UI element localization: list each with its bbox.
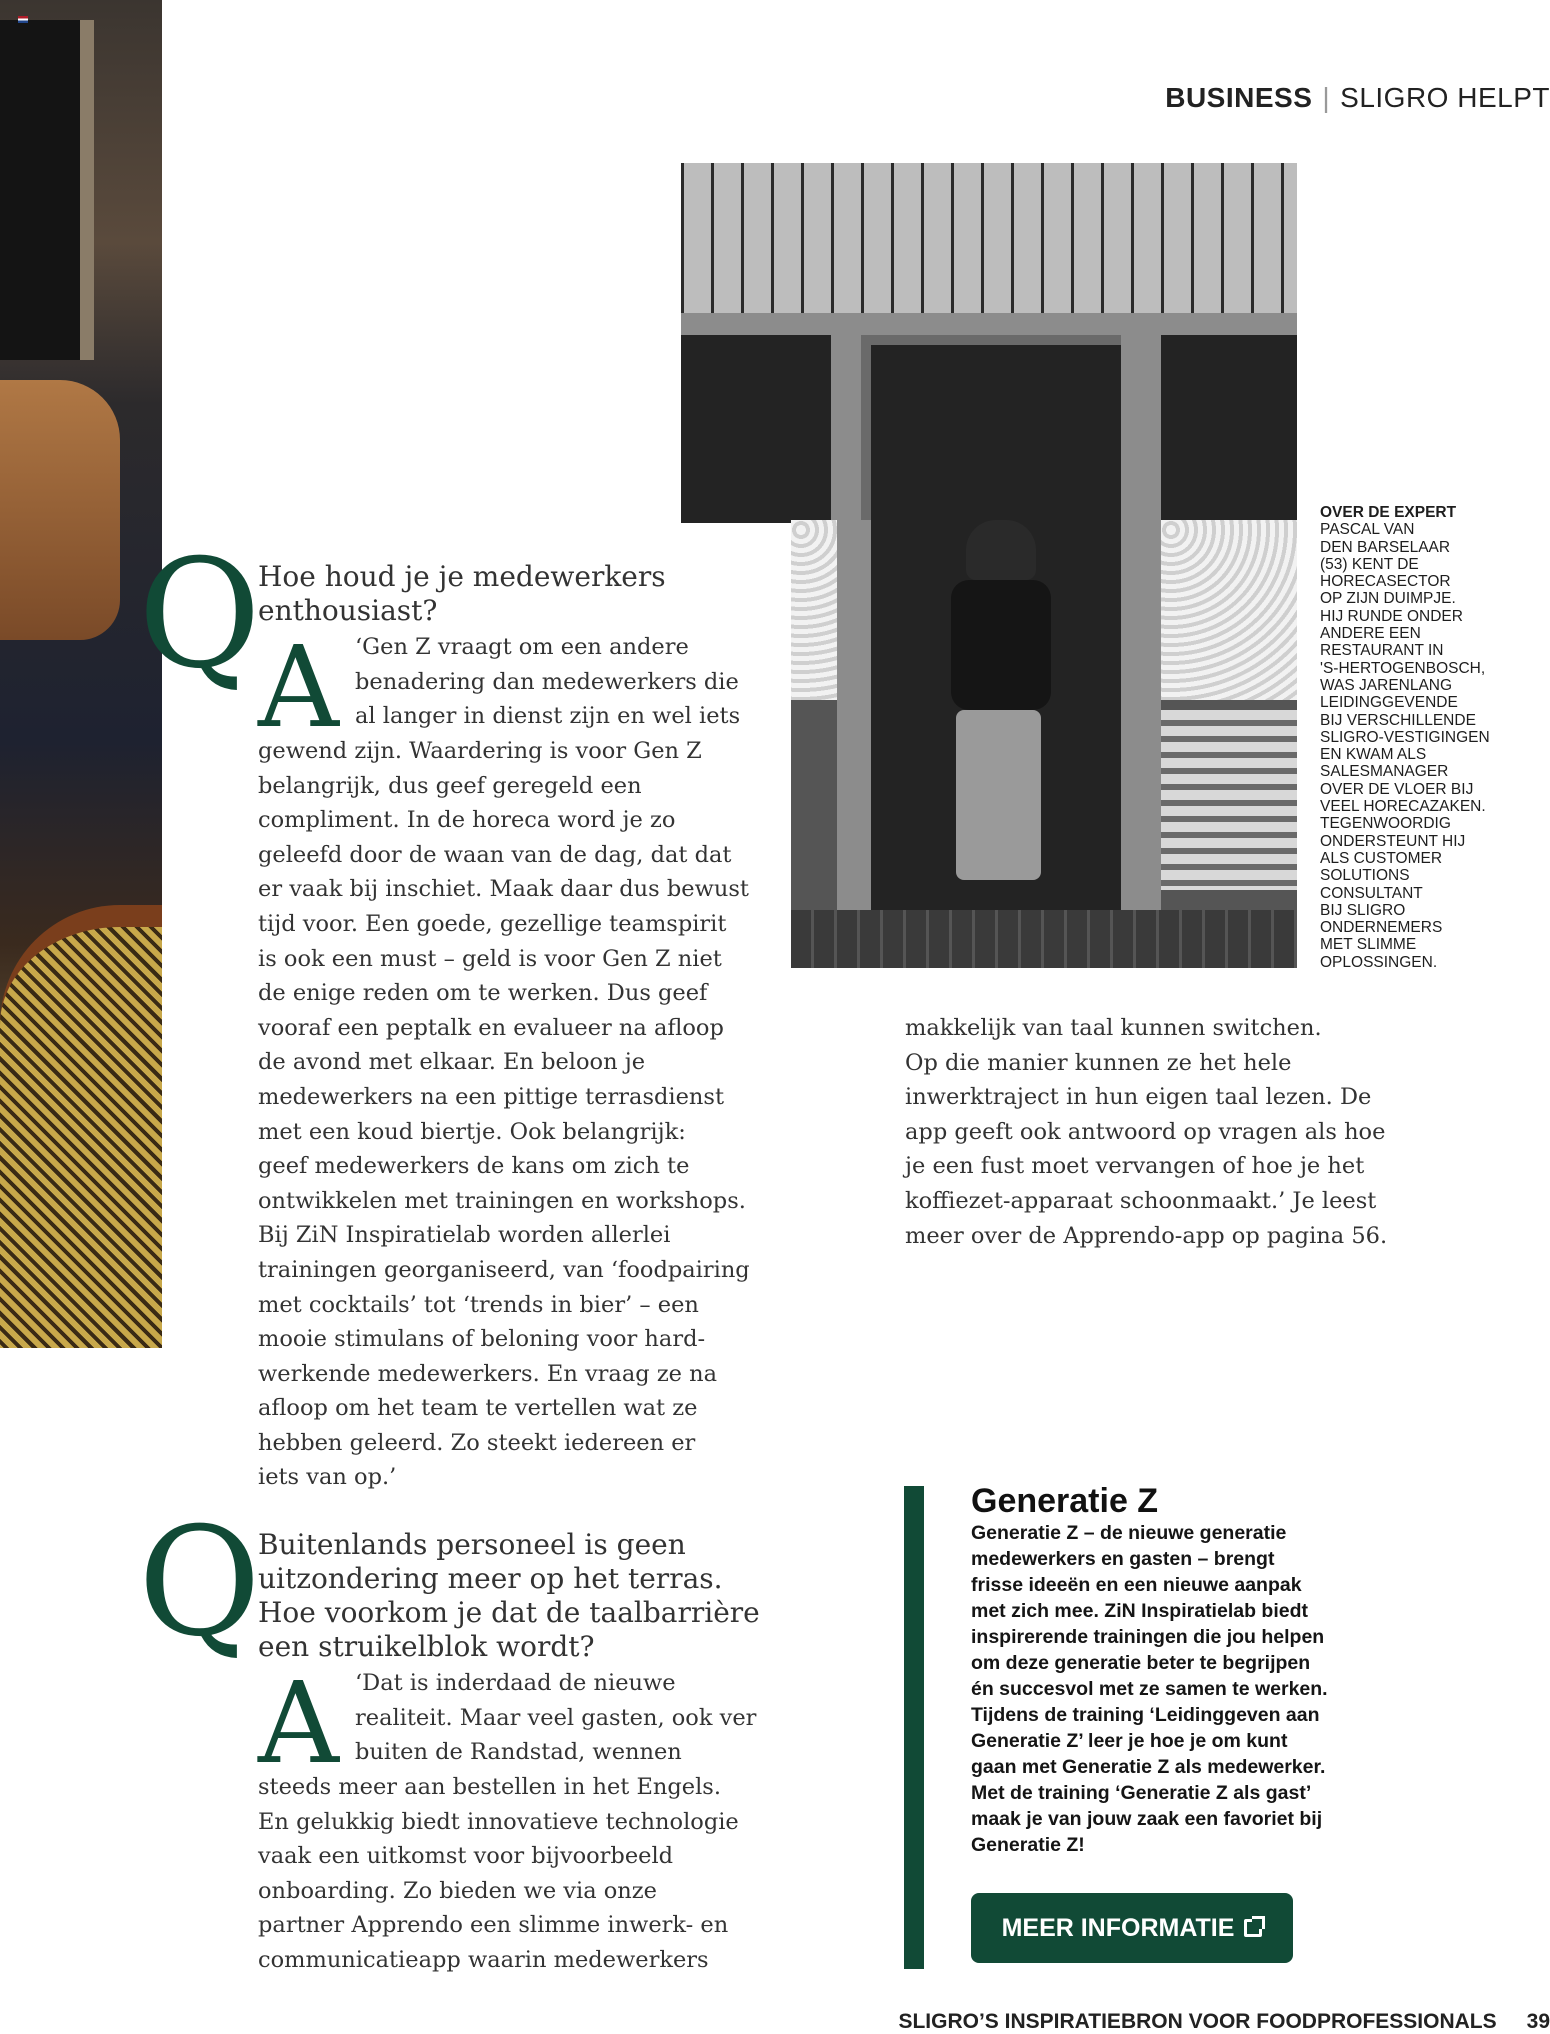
- meer-informatie-button[interactable]: [971, 1893, 1293, 1963]
- expert-line: ONDERNEMERS: [1320, 919, 1443, 937]
- answer-line: is ook een must – geld is voor Gen Z niet: [258, 945, 722, 972]
- answer-line: meer over de Apprendo-app op pagina 56.: [905, 1222, 1388, 1249]
- frame-shape: [1121, 335, 1161, 523]
- answer-line: geleefd door de waan van de dag, dat dat: [258, 841, 732, 868]
- infobox-text: [971, 1520, 1411, 1858]
- expert-line: LEIDINGGEVENDE: [1320, 694, 1458, 712]
- answer-line: er vaak bij inschiet. Maak daar dus bewust: [258, 876, 749, 903]
- answer-line: werkende medewerkers. En vraag ze na: [258, 1360, 718, 1387]
- page-header: [1030, 82, 1550, 114]
- answer-line: makkelijk van taal kunnen switchen.: [905, 1015, 1322, 1041]
- person-head-shape: [966, 520, 1036, 580]
- page-footer: [790, 2010, 1550, 2034]
- rattan-chair-shape: [0, 905, 162, 1348]
- question-line: Hoe voorkom je dat de taalbarrière: [258, 1596, 760, 1629]
- window-shape: [0, 20, 94, 360]
- external-link-icon: [1244, 1919, 1262, 1937]
- expert-line: ONDERSTEUNT HIJ: [1320, 832, 1466, 850]
- question-line: Hoe houd je je medewerkers: [258, 560, 666, 593]
- lace-curtain-shape: [1161, 520, 1297, 700]
- frame-shape: [837, 520, 871, 968]
- question-2-letter: Q: [138, 1496, 261, 1670]
- answer-line: de enige reden om te werken. Dus geef: [258, 980, 708, 1007]
- answer-line: trainingen georganiseerd, van ‘foodpairing: [258, 1256, 750, 1283]
- answer-line: afloop om het team te vertellen wat ze: [258, 1395, 698, 1422]
- expert-line: HORECASECTOR: [1320, 573, 1451, 591]
- answer-line: geef medewerkers de kans om zich te: [258, 1153, 690, 1180]
- answer-2-indent: [355, 1666, 756, 1770]
- question-1: [258, 560, 666, 628]
- expert-line: TEGENWOORDIG: [1320, 815, 1451, 833]
- expert-line: OPLOSSINGEN.: [1320, 953, 1438, 971]
- frame-shape: [1121, 520, 1161, 968]
- expert-line: MET SLIMME: [1320, 936, 1417, 954]
- answer-line: vooraf een peptalk en evalueer na afloop: [258, 1014, 724, 1041]
- frame-shape: [681, 313, 1297, 335]
- question-line: een struikelblok wordt?: [258, 1630, 595, 1663]
- expert-line: EN KWAM ALS: [1320, 746, 1427, 764]
- answer-line: gewend zijn. Waardering is voor Gen Z: [258, 738, 702, 764]
- answer-line: Op die manier kunnen ze het hele: [905, 1049, 1292, 1076]
- answer-line: En gelukkig biedt innovatieve technologie: [258, 1808, 739, 1835]
- pavement-shape: [791, 910, 1297, 968]
- infobox-line: Met de training ‘Generatie Z als gast’: [971, 1782, 1312, 1804]
- expert-line: OVER DE VLOER BIJ: [1320, 780, 1474, 798]
- flag-icon: [18, 16, 28, 23]
- header-section: BUSINESS: [1165, 82, 1313, 113]
- expert-photo-main: [791, 520, 1297, 968]
- question-line: uitzondering meer op het terras.: [258, 1562, 723, 1595]
- answer-line: realiteit. Maar veel gasten, ook ver: [355, 1704, 757, 1731]
- infobox-line: met zich mee. ZiN Inspiratielab biedt: [971, 1600, 1308, 1622]
- infobox-line: Generatie Z – de nieuwe generatie: [971, 1522, 1287, 1544]
- infobox-line: inspirerende trainingen die jou helpen: [971, 1626, 1325, 1648]
- infobox-line: Generatie Z’ leer je hoe je om kunt: [971, 1730, 1288, 1752]
- answer-line: met cocktails’ tot ‘trends in bier’ – een: [258, 1291, 699, 1318]
- person-jeans-shape: [956, 710, 1041, 880]
- answer-line: partner Apprendo een slimme inwerk- en: [258, 1912, 729, 1939]
- answer-line: app geeft ook antwoord op vragen als hoe: [905, 1118, 1386, 1145]
- expert-line: DEN BARSELAAR: [1320, 538, 1451, 556]
- answer-line: medewerkers na een pittige terrasdienst: [258, 1083, 725, 1110]
- infobox-title: Generatie Z: [971, 1482, 1159, 1520]
- question-1-letter: Q: [138, 528, 261, 702]
- window-shape: [681, 335, 831, 523]
- infobox-line: gaan met Generatie Z als medewerker.: [971, 1756, 1326, 1778]
- window-shape: [1161, 335, 1297, 523]
- infobox-line: Tijdens de training ‘Leidinggeven aan: [971, 1704, 1320, 1726]
- question-line: enthousiast?: [258, 594, 438, 627]
- answer-line: benadering dan medewerkers die: [355, 668, 739, 695]
- answer-1-body: [258, 734, 750, 1495]
- answer-line: de avond met elkaar. En beloon je: [258, 1049, 646, 1076]
- person-shirt-shape: [951, 580, 1051, 710]
- answer-line: inwerktraject in hun eigen taal lezen. De: [905, 1084, 1372, 1111]
- answer-line: onboarding. Zo bieden we via onze: [258, 1877, 657, 1904]
- answer-1-letter: A: [258, 623, 339, 753]
- answer-line: communicatieapp waarin medewerkers: [258, 1946, 709, 1973]
- infobox-line: om deze generatie beter te begrijpen: [971, 1652, 1311, 1674]
- answer-line: ontwikkelen met trainingen en workshops.: [258, 1187, 746, 1214]
- infobox-line: Generatie Z!: [971, 1834, 1085, 1856]
- answer-line: iets van op.’: [258, 1464, 397, 1491]
- header-divider: |: [1322, 82, 1331, 113]
- expert-line: CONSULTANT: [1320, 884, 1423, 902]
- expert-caption-title: OVER DE EXPERT: [1320, 504, 1457, 521]
- expert-photo-top: [681, 163, 1297, 523]
- expert-line: SOLUTIONS: [1320, 867, 1410, 885]
- answer-line: compliment. In de horeca word je zo: [258, 807, 676, 834]
- expert-line: ANDERE EEN: [1320, 625, 1421, 643]
- lace-curtain-shape: [791, 520, 837, 700]
- infobox-line: frisse ideeën en een nieuwe aanpak: [971, 1574, 1302, 1596]
- expert-line: PASCAL VAN: [1320, 521, 1415, 539]
- expert-line: SLIGRO-VESTIGINGEN: [1320, 728, 1490, 746]
- frame-shape: [831, 335, 861, 523]
- footer-tagline: SLIGRO’S INSPIRATIEBRON VOOR FOODPROFESSIONALS: [898, 2010, 1497, 2033]
- answer-line: ‘Dat is inderdaad de nieuwe: [355, 1670, 676, 1696]
- meer-informatie-label: MEER INFORMATIE: [1001, 1913, 1235, 1942]
- infobox-line: medewerkers en gasten – brengt: [971, 1548, 1275, 1570]
- person-shape: [0, 380, 120, 640]
- answer-line: ‘Gen Z vraagt om een andere: [355, 634, 689, 660]
- bench-shape: [1161, 710, 1297, 890]
- expert-line: WAS JARENLANG: [1320, 676, 1453, 694]
- answer-line: hebben geleerd. Zo steekt iedereen er: [258, 1429, 696, 1456]
- doorway-shape: [871, 345, 1121, 523]
- answer-2-body: [258, 1770, 739, 1978]
- expert-line: VEEL HORECAZAKEN.: [1320, 798, 1486, 816]
- answer-line: steeds meer aan bestellen in het Engels.: [258, 1774, 722, 1800]
- expert-line: SALESMANAGER: [1320, 763, 1449, 781]
- answer-line: koffiezet-apparaat schoonmaakt.’ Je leest: [905, 1187, 1377, 1214]
- answer-1-indent: [355, 630, 740, 734]
- expert-line: 'S-HERTOGENBOSCH,: [1320, 659, 1486, 677]
- expert-line: BIJ VERSCHILLENDE: [1320, 711, 1476, 729]
- expert-line: OP ZIJN DUIMPJE.: [1320, 590, 1456, 608]
- answer-line: al langer in dienst zijn en wel iets: [355, 703, 741, 730]
- answer-line: tijd voor. Een goede, gezellige teamspirit: [258, 910, 727, 937]
- header-subsection: SLIGRO HELPT: [1340, 82, 1550, 113]
- infobox-line: én succesvol met ze samen te werken.: [971, 1678, 1328, 1700]
- answer-line: met een koud biertje. Ook belangrijk:: [258, 1118, 686, 1145]
- expert-line: HIJ RUNDE ONDER: [1320, 607, 1463, 625]
- stained-glass-shape: [681, 163, 1297, 313]
- answer-line: je een fust moet vervangen of hoe je het: [905, 1153, 1365, 1180]
- question-line: Buitenlands personeel is geen: [258, 1528, 686, 1561]
- answer-line: buiten de Randstad, wennen: [355, 1739, 682, 1766]
- expert-caption: [1320, 504, 1530, 971]
- answer-2-letter: A: [258, 1659, 339, 1789]
- expert-line: RESTAURANT IN: [1320, 642, 1444, 660]
- infobox-accent-bar: [904, 1486, 924, 1969]
- infobox-line: maak je van jouw zaak een favoriet bij: [971, 1808, 1323, 1830]
- question-2: [258, 1528, 760, 1664]
- expert-line: (53) KENT DE: [1320, 555, 1419, 573]
- page-number: 39: [1526, 2010, 1550, 2033]
- answer-line: vaak een uitkomst voor bijvoorbeeld: [258, 1843, 674, 1870]
- answer-line: Bij ZiN Inspiratielab worden allerlei: [258, 1222, 671, 1249]
- answer-2-continuation: [905, 1011, 1387, 1253]
- expert-line: ALS CUSTOMER: [1320, 849, 1443, 867]
- answer-line: belangrijk, dus geef geregeld een: [258, 772, 642, 799]
- expert-line: BIJ SLIGRO: [1320, 901, 1406, 919]
- answer-line: mooie stimulans of beloning voor hard-: [258, 1326, 706, 1353]
